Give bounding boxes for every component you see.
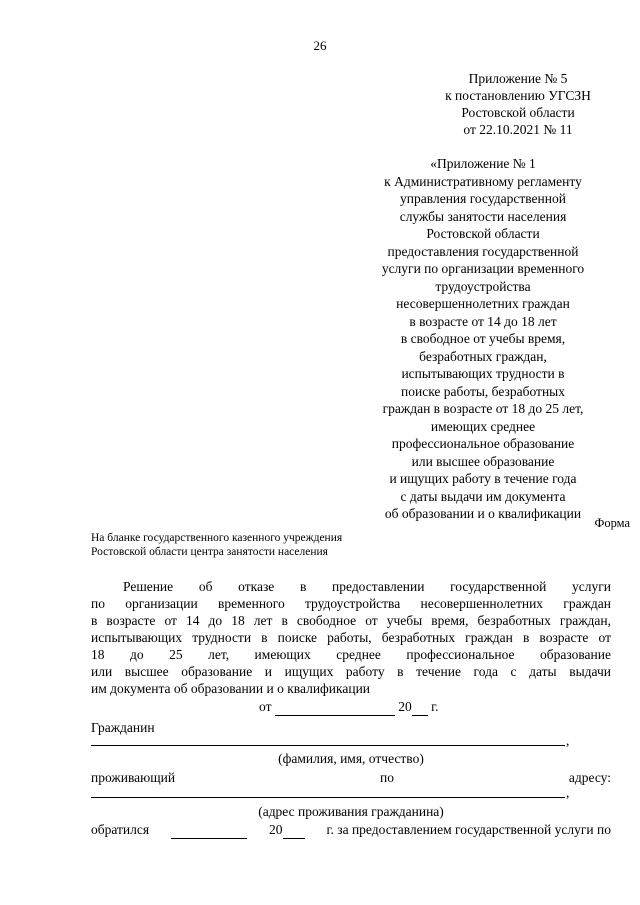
citizen-name-field[interactable]	[91, 745, 565, 746]
date-year-field[interactable]	[412, 699, 428, 716]
appendix1-line: услуги по организации временного	[381, 261, 585, 276]
applied-line	[91, 822, 611, 839]
date-line	[259, 699, 439, 716]
appendix1-line: управления государственной	[400, 191, 566, 206]
residing-word: адресу:	[568, 770, 611, 785]
applied-date-field[interactable]	[171, 822, 247, 839]
title-line: или высшее образование и ищущих работу в течение года с даты выдачи	[91, 664, 611, 679]
appendix1-line: «Приложение № 1	[430, 156, 536, 171]
applied-rest: г. за предоставлением государственной услуги по	[326, 822, 611, 837]
citizen-label: Гражданин	[91, 720, 155, 735]
appendix5-line: к постановлению УГСЗН	[445, 88, 591, 103]
form-label: Форма	[594, 516, 630, 530]
appendix1-line: несовершеннолетних граждан	[396, 296, 570, 311]
appendix1-line: с даты выдачи им документа	[400, 488, 566, 504]
appendix1-line: имеющих среднее	[430, 418, 536, 434]
date-day-month-field[interactable]	[275, 699, 395, 716]
title-line: 18 до 25 лет, имеющих среднее профессиональное образование	[91, 647, 611, 662]
title-line: по организации временного трудоустройства несовершеннолетних граждан	[91, 596, 611, 611]
title-line: Решение об отказе в предоставлении государственной услуги	[123, 579, 611, 594]
appendix1-line: испытывающих трудности в	[401, 366, 565, 381]
residing-line	[91, 770, 611, 786]
appendix1-line: в возрасте от 14 до 18 лет	[409, 313, 557, 329]
appendix1-line: профессиональное образование	[391, 436, 575, 451]
applied-year-prefix: 20	[269, 822, 283, 837]
appendix5-line: Ростовской области	[461, 105, 575, 120]
appendix5-block	[400, 70, 636, 138]
appendix1-line: граждан в возрасте от 18 до 25 лет,	[382, 401, 584, 416]
title-line: в возрасте от 14 до 18 лет в свободное от учебы время, безработных граждан,	[91, 613, 611, 628]
appendix1-line: предоставления государственной	[387, 243, 579, 259]
appendix1-line: и ищущих работу в течение года	[389, 471, 577, 486]
applied-year-field[interactable]	[283, 822, 305, 839]
residing-word: проживающий	[91, 770, 176, 785]
appendix1-line: поиске работы, безработных	[401, 383, 565, 399]
date-prefix: от	[259, 699, 272, 714]
decision-title	[91, 578, 611, 697]
appendix1-block	[355, 155, 611, 523]
letterhead-line: Ростовской области центра занятости населения	[91, 546, 328, 558]
page-number: 26	[313, 38, 327, 53]
residing-word: по	[380, 770, 394, 785]
letterhead-note	[91, 531, 342, 559]
date-suffix: г.	[431, 699, 439, 714]
appendix1-line: в свободное от учебы время,	[400, 331, 566, 346]
letterhead-line: На бланке государственного казенного учреждения	[91, 532, 343, 544]
appendix1-line: трудоустройства	[435, 278, 531, 294]
appendix5-line: Приложение № 5	[468, 71, 568, 86]
fio-caption: (фамилия, имя, отчество)	[278, 751, 424, 766]
date-year-prefix: 20	[398, 699, 412, 714]
appendix1-line: службы занятости населения	[399, 208, 567, 224]
address-field[interactable]	[91, 797, 565, 798]
appendix5-line: от 22.10.2021 № 11	[463, 122, 573, 137]
comma: ,	[566, 733, 570, 748]
title-line: им документа об образовании и о квалификации	[91, 681, 371, 696]
appendix1-line: об образовании и о квалификации	[384, 506, 582, 521]
appendix1-line: или высшее образование	[411, 453, 555, 469]
applied-word: обратился	[91, 822, 150, 837]
address-caption: (адрес проживания гражданина)	[258, 804, 444, 819]
appendix1-line: Ростовской области	[426, 226, 540, 241]
comma: ,	[566, 785, 570, 800]
title-line: испытывающих трудности в поиске работы, безработных граждан в возрасте от	[91, 630, 611, 645]
appendix1-line: к Административному регламенту	[384, 173, 582, 189]
appendix1-line: безработных граждан,	[419, 348, 547, 364]
